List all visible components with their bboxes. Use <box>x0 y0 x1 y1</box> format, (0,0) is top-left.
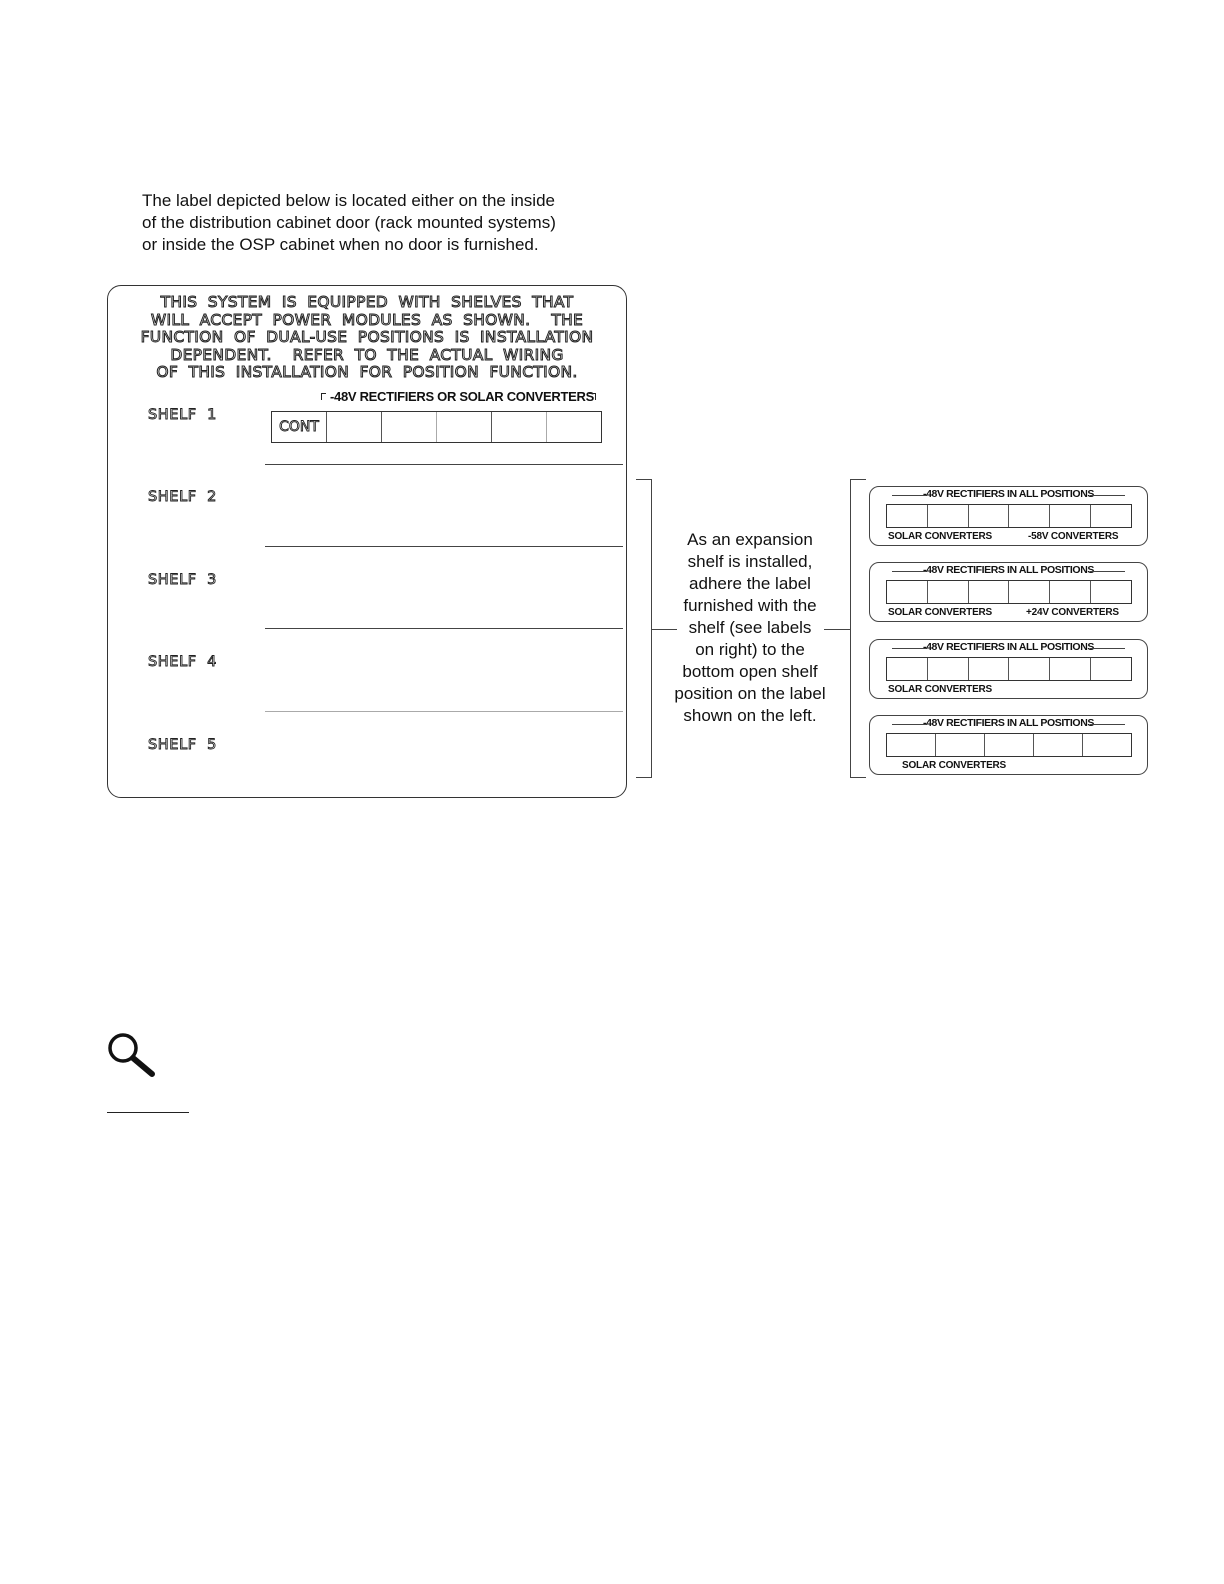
title-rule <box>1090 495 1125 496</box>
header-line: THIS SYSTEM IS EQUIPPED WITH SHELVES THAT <box>160 293 574 311</box>
shelf-4-name: SHELF 4 <box>148 654 217 670</box>
expansion-label-title: -48V RECTIFIERS IN ALL POSITIONS <box>923 488 1094 500</box>
note-line: shelf is installed, <box>687 552 813 571</box>
intro-line: or inside the OSP cabinet when no door is furnished. <box>142 235 539 254</box>
header-line: OF THIS INSTALLATION FOR POSITION FUNCTION. <box>156 363 578 381</box>
module-position <box>928 581 969 603</box>
shelf-1-bracket-right <box>589 393 596 400</box>
module-position <box>382 412 437 442</box>
module-position <box>969 581 1010 603</box>
module-position <box>1050 581 1091 603</box>
expansion-positions <box>886 733 1132 757</box>
module-position <box>1009 505 1050 527</box>
module-position <box>1091 658 1131 680</box>
module-position <box>928 505 969 527</box>
label-header <box>108 294 626 382</box>
note-line: on right) to the <box>695 640 805 659</box>
sub-right-label: +24V CONVERTERS <box>1026 607 1119 618</box>
module-position <box>492 412 547 442</box>
expansion-positions <box>886 504 1132 528</box>
module-position <box>887 581 928 603</box>
expansion-label-1 <box>869 486 1148 546</box>
module-position <box>887 505 928 527</box>
title-rule <box>1090 724 1125 725</box>
sub-left-label: SOLAR CONVERTERS <box>888 607 993 618</box>
shelf-1-caption: -48V RECTIFIERS OR SOLAR CONVERTERS <box>330 389 594 404</box>
system-label <box>107 285 627 798</box>
expansion-label-title: -48V RECTIFIERS IN ALL POSITIONS <box>923 564 1094 576</box>
note-line: shown on the left. <box>683 706 817 725</box>
shelf-1-positions <box>271 411 602 443</box>
module-position <box>1034 734 1083 756</box>
module-position <box>1050 658 1091 680</box>
note-line: furnished with the <box>683 596 817 615</box>
shelf-1-bracket-left <box>321 393 326 400</box>
header-line: WILL ACCEPT POWER MODULES AS SHOWN. THE <box>150 310 584 329</box>
expansion-note <box>664 529 836 727</box>
shelf-3-name: SHELF 3 <box>148 572 217 588</box>
module-position <box>1083 734 1131 756</box>
module-position <box>969 658 1010 680</box>
expansion-label-3 <box>869 639 1148 699</box>
note-line: adhere the label <box>689 574 811 593</box>
module-position <box>1050 505 1091 527</box>
shelf-2-name: SHELF 2 <box>148 489 217 505</box>
sub-left-label: SOLAR CONVERTERS <box>888 531 993 542</box>
expansion-positions <box>886 657 1132 681</box>
shelf-divider <box>265 628 623 629</box>
module-position <box>1091 581 1131 603</box>
cont-position: CONT <box>272 412 327 442</box>
note-line: position on the label <box>674 684 826 703</box>
note-line: bottom open shelf <box>682 662 818 681</box>
title-rule <box>1090 571 1125 572</box>
sub-right-label: -58V CONVERTERS <box>1028 531 1119 542</box>
module-position <box>1009 658 1050 680</box>
expansion-positions <box>886 580 1132 604</box>
note-line: shelf (see labels <box>688 618 812 637</box>
expansion-label-title: -48V RECTIFIERS IN ALL POSITIONS <box>923 641 1094 653</box>
expansion-label-title: -48V RECTIFIERS IN ALL POSITIONS <box>923 717 1094 729</box>
sub-left-label: SOLAR CONVERTERS <box>888 684 993 695</box>
title-rule <box>1090 648 1125 649</box>
sub-left-label: SOLAR CONVERTERS <box>902 760 1007 771</box>
expansion-label-2 <box>869 562 1148 622</box>
module-position <box>887 658 928 680</box>
left-bracket <box>636 479 652 778</box>
shelf-1-name: SHELF 1 <box>148 407 217 423</box>
module-position <box>936 734 985 756</box>
right-connector-line <box>824 629 851 630</box>
module-position <box>1009 581 1050 603</box>
note-rule <box>107 1112 189 1113</box>
shelf-divider <box>265 464 623 465</box>
module-position <box>547 412 601 442</box>
shelf-divider <box>265 711 623 712</box>
shelf-5-name: SHELF 5 <box>148 737 217 753</box>
note-line: As an expansion <box>687 530 813 549</box>
right-bracket <box>850 479 866 778</box>
expansion-label-4 <box>869 715 1148 775</box>
module-position <box>887 734 936 756</box>
intro-text <box>142 190 622 256</box>
module-position <box>437 412 492 442</box>
shelf-divider <box>265 546 623 547</box>
intro-line: The label depicted below is located either on the inside <box>142 191 555 210</box>
module-position <box>985 734 1034 756</box>
magnifier-icon <box>106 1031 158 1077</box>
module-position <box>1091 505 1131 527</box>
module-position <box>969 505 1010 527</box>
header-line: FUNCTION OF DUAL-USE POSITIONS IS INSTALLATION <box>140 328 594 346</box>
intro-line: of the distribution cabinet door (rack mounted systems) <box>142 213 556 232</box>
header-line: DEPENDENT. REFER TO THE ACTUAL WIRING <box>170 345 564 364</box>
module-position <box>327 412 382 442</box>
module-position <box>928 658 969 680</box>
